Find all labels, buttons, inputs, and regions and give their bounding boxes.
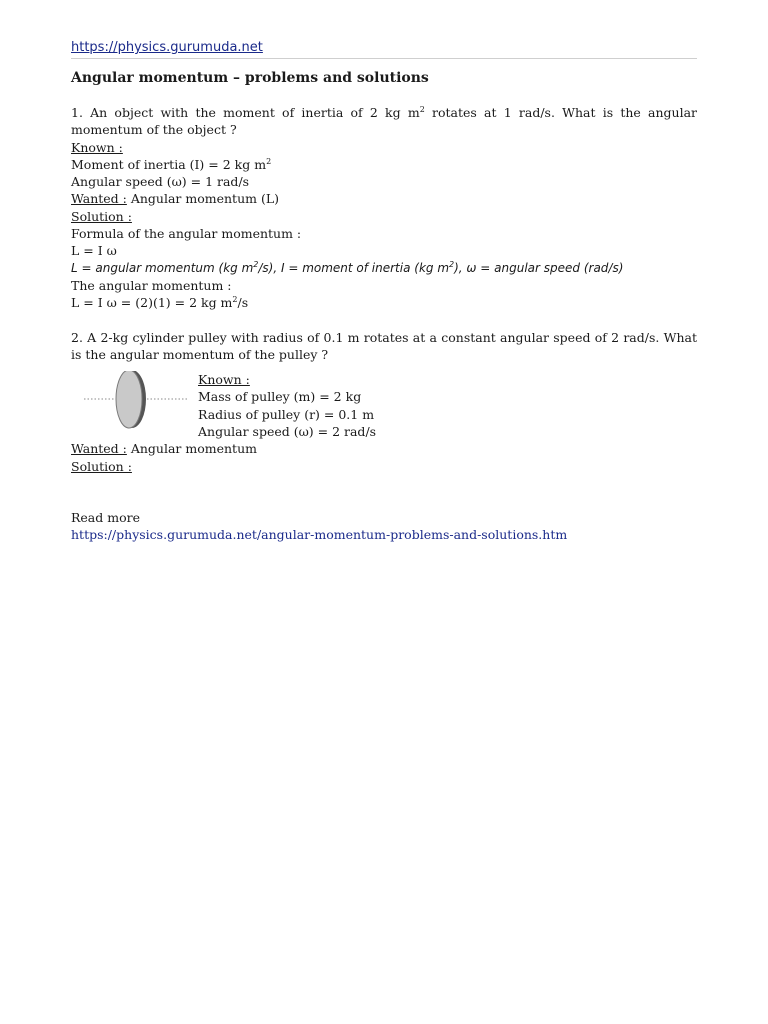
document-body [71,87,697,544]
problem-2-known-list [198,371,376,440]
pulley-diagram [71,371,198,437]
problem-2-angular-speed: Angular speed (ω) = 2 rad/s [198,424,377,440]
pulley-figure [71,371,198,437]
problem-1-wanted: Wanted : Angular momentum (L) [71,191,280,207]
problem-2-radius: Radius of pulley (r) = 0.1 m [198,406,375,422]
read-more-url-link[interactable]: https://physics.gurumuda.net/angular-momentum-problems-and-solutions.htm [71,527,568,543]
header-url-link[interactable]: https://physics.gurumuda.net [71,40,263,55]
page-title: Angular momentum – problems and solutions [71,70,429,86]
problem-1-result: L = I ω = (2)(1) = 2 kg $m^2/s$ [71,295,249,311]
problem-2-known-block [71,371,697,440]
problem-1-result-intro: The angular momentum : [71,277,232,293]
problem-1-known-label: Known : [71,139,123,155]
document-page [71,36,697,544]
problem-1-formula-intro: Formula of the angular momentum : [71,226,302,242]
problem-1-moment-of-inertia: Moment of inertia (I) = 2 kg $m^2$ [71,156,272,172]
read-more-link-line [71,526,697,543]
header-divider [71,58,697,59]
problem-1-formula: L = I ω [71,243,117,259]
problem-2-mass: Mass of pulley (m) = 2 kg [198,389,362,405]
problem-1-question: 1. An object with the moment of inertia of 2 kg $m^2$ rotates at 1 rad/s. What is the angular momentum of the object ? [71,105,698,138]
problem-2-question: 2. A 2-kg cylinder pulley with radius of 0.1 m rotates at a constant angular speed of 2 rad/s. What is the angular momentum of the pulley ? [71,329,697,362]
problem-2-known-label: Known : [198,372,250,388]
problem-2-solution-label: Solution : [71,458,132,474]
problem-1-symbol-legend: L = angular momentum (kg $m^2/s$), I = moment of inertia (kg $m^2$), ω = angular speed (rad/s) [71,259,624,275]
read-more-label: Read more [71,509,140,525]
problem-1-angular-speed: Angular speed (ω) = 1 rad/s [71,174,250,190]
problem-2-wanted: Wanted : Angular momentum [71,441,257,457]
pulley-face [116,371,142,428]
problem-1-solution-label: Solution : [71,208,132,224]
